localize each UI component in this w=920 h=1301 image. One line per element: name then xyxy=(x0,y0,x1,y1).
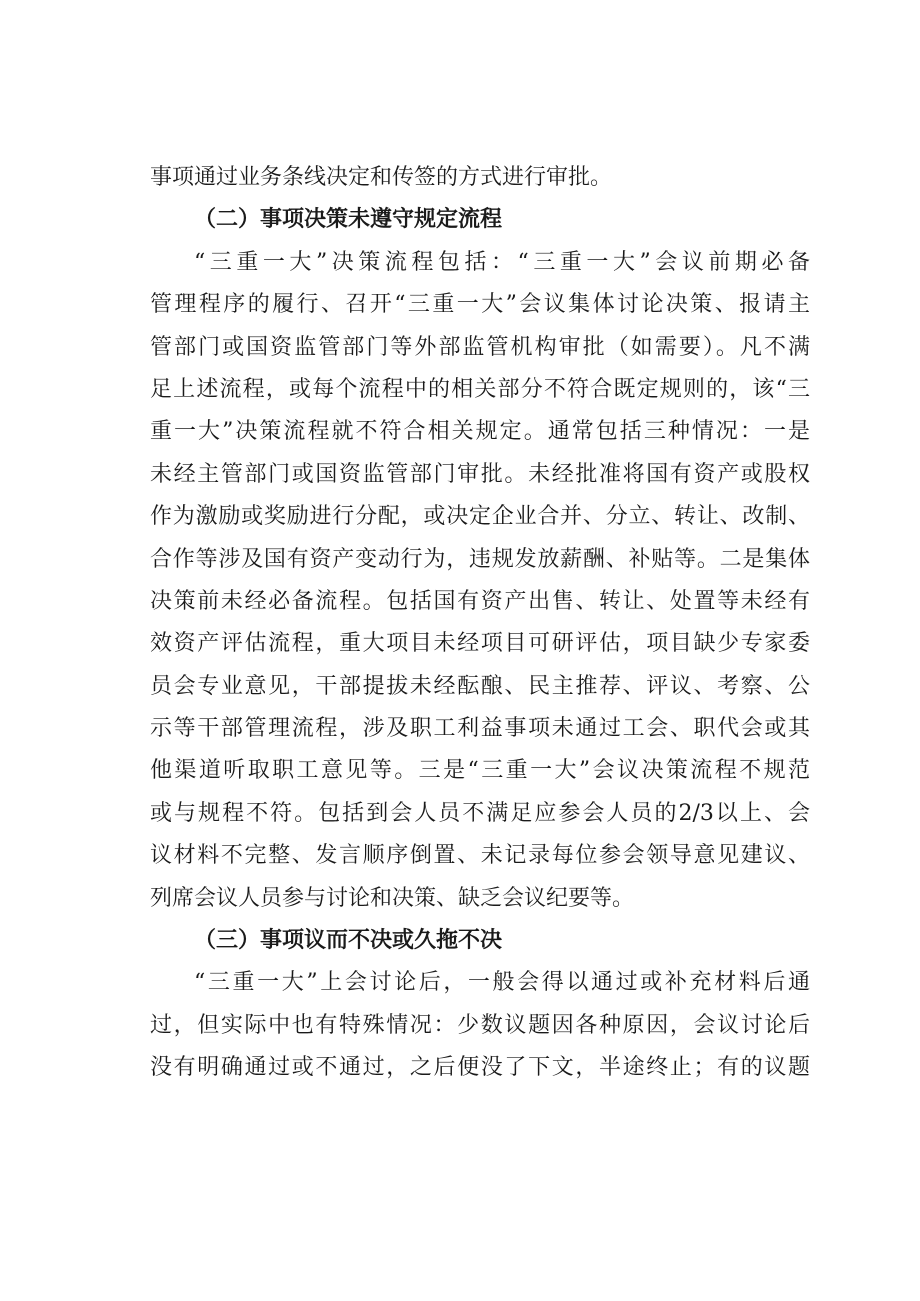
paragraph-delay xyxy=(150,962,810,1089)
paragraph-line: 重一大”决策流程就不符合相关规定。通常包括三种情况：一是 xyxy=(150,419,810,445)
paragraph-line: 或与规程不符。包括到会人员不满足应参会人员的2/3以上、会 xyxy=(150,800,810,826)
paragraph-line: 议材料不完整、发言顺序倒置、未记录每位参会领导意见建议、 xyxy=(150,843,810,869)
paragraph-line: 他渠道听取职工意见等。三是“三重一大”会议决策流程不规范 xyxy=(150,758,810,784)
paragraph-line: “三重一大”上会讨论后，一般会得以通过或补充材料后通 xyxy=(194,970,810,996)
paragraph-line: 过，但实际中也有特殊情况：少数议题因各种原因，会议讨论后 xyxy=(150,1012,810,1038)
document-page xyxy=(150,157,810,1090)
paragraph-line: 作为激励或奖励进行分配，或决定企业合并、分立、转让、改制、 xyxy=(150,504,810,530)
paragraph-line: 管理程序的履行、召开“三重一大”会议集体讨论决策、报请主 xyxy=(150,292,810,318)
paragraph-process xyxy=(150,242,810,920)
paragraph-line: 事项通过业务条线决定和传签的方式进行审批。 xyxy=(150,165,613,190)
section-heading-3: （三）事项议而不决或久拖不决 xyxy=(194,928,503,954)
paragraph-line: 员会专业意见，干部提拔未经酝酿、民主推荐、评议、考察、公 xyxy=(150,673,810,699)
paragraph-line: 合作等涉及国有资产变动行为，违规发放薪酬、补贴等。二是集体 xyxy=(150,546,810,572)
paragraph-line: “三重一大”决策流程包括：“三重一大”会议前期必备 xyxy=(194,249,810,275)
paragraph-line: 效资产评估流程，重大项目未经项目可研评估，项目缺少专家委 xyxy=(150,631,810,657)
paragraph-line: 示等干部管理流程，涉及职工利益事项未通过工会、职代会或其 xyxy=(150,716,810,742)
paragraph-line: 足上述流程，或每个流程中的相关部分不符合既定规则的，该“三 xyxy=(150,376,810,402)
paragraph-line: 管部门或国资监管部门等外部监管机构审批（如需要）。凡不满 xyxy=(150,334,810,360)
section-heading-2: （二）事项决策未遵守规定流程 xyxy=(194,207,503,233)
paragraph-line: 没有明确通过或不通过，之后便没了下文，半途终止；有的议题 xyxy=(150,1055,810,1081)
paragraph-line: 列席会议人员参与讨论和决策、缺乏会议纪要等。 xyxy=(150,885,635,911)
paragraph-line: 决策前未经必备流程。包括国有资产出售、转让、处置等未经有 xyxy=(150,588,810,614)
paragraph-line: 未经主管部门或国资监管部门审批。未经批准将国有资产或股权 xyxy=(150,461,810,487)
